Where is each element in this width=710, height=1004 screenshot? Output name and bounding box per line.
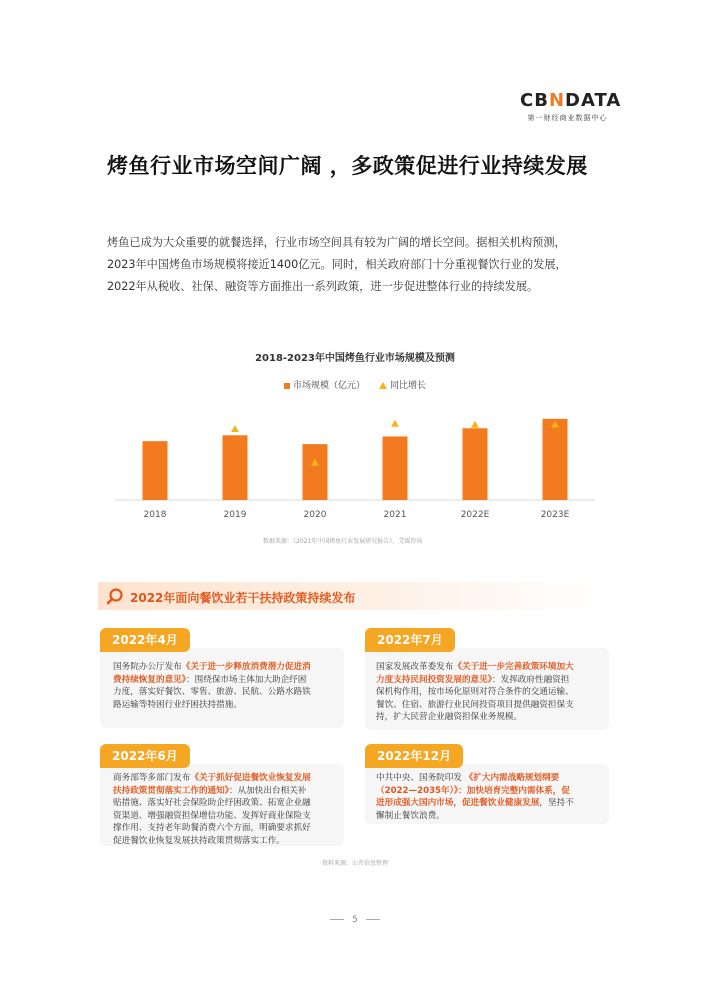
x-tick-label: 2021 — [383, 510, 407, 520]
policy-highlight: 进形成强大国内市场，促进餐饮业健康发展 — [376, 798, 540, 808]
x-tick-label: 2022E — [460, 510, 490, 520]
chart-legend — [0, 378, 710, 391]
policy-text-line — [376, 711, 574, 724]
policy-text-line — [113, 785, 311, 798]
growth-point-2019 — [231, 425, 239, 432]
policy-card-text — [113, 772, 311, 847]
policy-highlight: 扶持政策贯彻落实工作的通知》 — [113, 785, 230, 796]
x-tick-label: 2018 — [143, 510, 167, 520]
policy-highlight: 《关于进一步释放消费潜力促进消 — [181, 662, 311, 672]
page-title: 烤鱼行业市场空间广阔 ，多政策促进行业持续发展 — [107, 154, 588, 178]
bar-2020 — [303, 444, 328, 500]
intro-paragraph — [107, 232, 612, 298]
x-tick-label: 2020 — [303, 510, 327, 520]
policy-text-line — [376, 785, 574, 798]
cbndata-logo — [520, 90, 622, 123]
policy-text: 中共中央、国务院印发 — [376, 773, 465, 783]
chart-source: 数据来源：《2021年中国烤鱼行业发展研究报告》，艾媒咨询 — [263, 538, 423, 545]
policy-text-line — [376, 661, 574, 674]
chart-title: 2018-2023年中国烤鱼行业市场规模及预测 — [255, 353, 455, 364]
bar-2022E — [463, 428, 488, 500]
policy-highlight: （2022—2035年）》：加快培育完整内需体系，促 — [376, 785, 570, 796]
policy-text: 撑作用、支持老年助餐消费六个方面，明确要求抓好 — [113, 823, 311, 833]
policy-text-line — [376, 699, 574, 712]
policy-text-line — [376, 686, 574, 699]
growth-point-2021 — [391, 420, 399, 427]
legend-label-market: 市场规模（亿元） — [292, 381, 365, 391]
legend-swatch-bar — [284, 383, 290, 389]
info-source: 资料来源：公开信息整理 — [321, 860, 388, 867]
bar-2021 — [383, 436, 408, 500]
page-number: 5 — [0, 915, 710, 925]
bar-2018 — [143, 441, 168, 500]
policy-date-tag: 2022年7月 — [365, 628, 455, 652]
policy-text-line — [113, 661, 311, 674]
policy-text: 国务院办公厅发布 — [113, 662, 182, 672]
policy-date-tag: 2022年6月 — [100, 744, 190, 768]
logo-subtitle: 第一财经商业数据中心 — [527, 114, 608, 122]
policy-card-text — [376, 661, 574, 724]
policy-text: 贴措施、落实好社会保险助企纾困政策、拓宽企业融 — [113, 798, 311, 808]
policy-text-line — [113, 822, 311, 835]
policy-text-line — [113, 772, 311, 785]
policy-text-line — [376, 772, 574, 785]
magnifier-icon — [106, 587, 124, 605]
policy-date-tag: 2022年4月 — [100, 628, 190, 652]
policy-text-line — [113, 686, 311, 699]
policy-highlight: 费持续恢复的意见》 — [113, 674, 187, 685]
policy-text-line — [113, 674, 311, 687]
legend-marker-growth — [379, 382, 387, 389]
policy-text-line — [376, 810, 574, 823]
policy-text: 路运输等特困行业纾困扶持措施。 — [113, 699, 242, 710]
legend-label-growth: 同比增长 — [390, 381, 427, 391]
intro-line: 2022年从税收、社保、融资等方面推出一系列政策，进一步促进整体行业的持续发展。 — [107, 280, 539, 293]
policy-text: ：发挥政府性融资担 — [492, 674, 570, 685]
policy-text: 商务部等多部门发布 — [113, 773, 191, 783]
policy-text: ：围绕保市场主体加大助企纾困 — [186, 674, 307, 685]
policy-text-line — [113, 699, 311, 712]
policy-highlight: 力度支持民间投资发展的意见》 — [376, 674, 493, 685]
policy-text: 资渠道、增强融资担保增信功能、发挥好商业保险支 — [113, 810, 311, 821]
bar-2023E — [543, 419, 568, 500]
policy-text-line — [113, 797, 311, 810]
policy-text: ，坚持不 — [539, 798, 574, 808]
bar-2019 — [223, 435, 248, 500]
policy-text: ：从加快出台相关补 — [229, 785, 307, 796]
market-size-chart — [115, 395, 595, 530]
policy-date-tag: 2022年12月 — [365, 744, 463, 768]
logo-wordmark: CBNDATA — [520, 90, 622, 111]
section-title: 2022年面向餐饮业若干扶持政策持续发布 — [130, 591, 356, 605]
policy-text-line — [376, 674, 574, 687]
policy-text: 持，扩大民营企业融资担保业务规模。 — [376, 712, 523, 722]
intro-line: 2023年中国烤鱼市场规模将接近1400亿元。同时，相关政府部门十分重视餐饮行业的发展， — [107, 258, 567, 271]
policy-text-line — [376, 797, 574, 810]
policy-text: 懈制止餐饮浪费。 — [376, 810, 445, 821]
policy-card-text — [376, 772, 574, 822]
policy-text: 促进餐饮业恢复发展扶持政策贯彻落实工作。 — [113, 835, 285, 846]
policy-highlight: 《关于抓好促进餐饮业恢复发展 — [190, 773, 311, 783]
growth-point-2022E — [471, 421, 479, 428]
policy-text-line — [113, 835, 311, 848]
policy-highlight: 《关于进一步完善政策环境加大 — [453, 662, 574, 672]
policy-text-line — [113, 810, 311, 823]
policy-highlight: 《扩大内需战略规划纲要 — [464, 773, 560, 783]
intro-line: 烤鱼已成为大众重要的就餐选择，行业市场空间具有较为广阔的增长空间。据相关机构预测， — [107, 236, 566, 249]
policy-text: 保机构作用，按市场化原则对符合条件的交通运输、 — [376, 687, 574, 697]
policy-text: 国家发展改革委发布 — [376, 662, 454, 672]
policy-text: 餐饮、住宿、旅游行业民间投资项目提供融资担保支 — [376, 699, 574, 710]
x-tick-label: 2023E — [540, 510, 570, 520]
policy-card-text — [113, 661, 311, 711]
x-tick-label: 2019 — [223, 510, 247, 520]
policy-text: 力度，落实好餐饮、零售、旅游、民航、公路水路铁 — [113, 687, 311, 697]
